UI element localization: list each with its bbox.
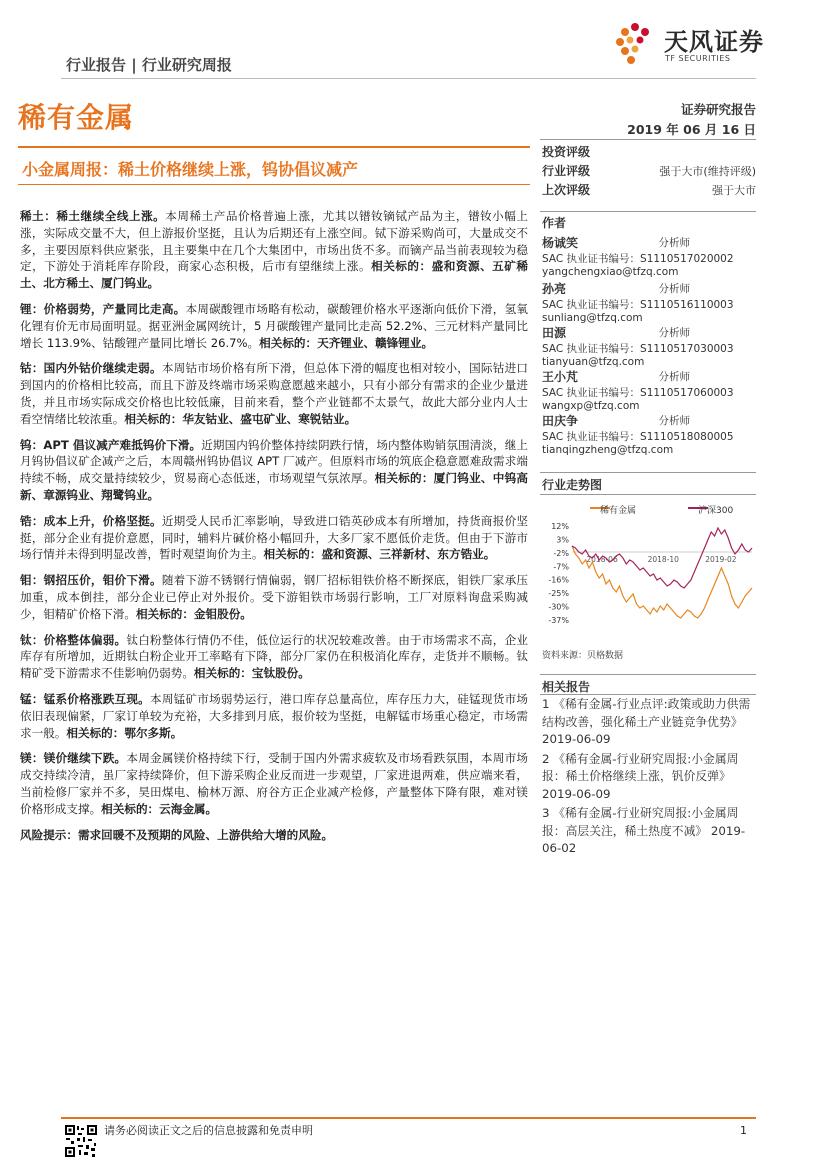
chart-y-axis — [548, 522, 569, 625]
author-role: 分析师 — [658, 283, 690, 295]
paragraph-body: 近期国内钨价整体持续阴跌行情，场内整体购销氛围清淡，继上月钨协倡议矿企减产之后，本周赣州钨协倡议 APT 厂减产。但原料市场的筑底企稳意愿难敌需求端持续不畅，成交量持续较少，贸易商心态低迷，市场观望气氛浓厚。 — [20, 437, 528, 486]
legend-label-rare-metal: 稀有金属 — [600, 506, 637, 516]
related-report-item[interactable]: 3 《稀有金属-行业研究周报:小金属周报：高层关注，稀土热度不减》 2019-06-02 — [542, 806, 746, 855]
paragraph-head: 锆：成本上升，价格坚挺。 — [20, 513, 162, 528]
author-entry — [542, 370, 760, 412]
related-stocks: 相关标的：天齐锂业、赣锋锂业。 — [259, 335, 434, 350]
prev-rating-label: 上次评级 — [542, 183, 591, 197]
report-kind: 证券研究报告 — [680, 102, 756, 117]
sidebar-divider — [540, 139, 756, 140]
paragraph-body: 本周稀土产品价格普遍上涨，尤其以镨钕镝铽产品为主，镨钕小幅上涨，实际成交量不大，但上游报价坚挺，且认为后期还有上涨空间。铽下游采购尚可，大量成交不多，主要因原料供应紧张，且主要集中在几个大集团中，市场出货不多。而镝产品当前表现较为稳定，下游处于消耗库存阶段，商家心态积极，后市有望继续上涨。 — [20, 209, 528, 274]
paragraph-body: 本周碳酸锂市场略有松动，碳酸锂价格水平逐渐向低价下滑，氢氧化锂有价无市局面明显。据亚洲金属网统计，5 月碳酸锂产量同比走高 52.2%、三元材料产量同比增长 113.9%、钴酸锂产量同比增长 26.7%。 — [20, 301, 528, 350]
sidebar-divider — [540, 211, 756, 212]
risk-head: 风险提示： — [20, 827, 78, 842]
sidebar-divider — [540, 494, 756, 495]
author-cert: SAC 执业证书编号：S1110517060003 — [542, 387, 734, 399]
related-stocks: 相关标的：宝钛股份。 — [193, 666, 310, 681]
author-email[interactable]: tianyuan@tfzq.com — [542, 356, 645, 368]
author-role: 分析师 — [658, 327, 690, 339]
author-email[interactable]: tianqingzheng@tfzq.com — [542, 444, 674, 456]
author-name: 田庆争 — [542, 414, 579, 428]
related-stocks: 相关标的：盛和资源、三祥新材、东方锆业。 — [263, 547, 496, 562]
author-cert: SAC 执业证书编号：S1110516110003 — [542, 299, 734, 311]
author-email[interactable]: yangchengxiao@tfzq.com — [542, 266, 679, 278]
author-entry — [542, 236, 760, 278]
related-reports-title: 相关报告 — [542, 680, 591, 694]
paragraph-tungsten — [20, 437, 528, 504]
chart-series — [572, 528, 752, 618]
author-name: 王小芃 — [542, 370, 579, 384]
tf-logo-icon — [612, 20, 658, 66]
related-reports-list — [542, 696, 756, 860]
paragraph-lithium — [20, 301, 528, 351]
paragraph-body: 随着下游不锈钢行情偏弱，钢厂招标钼铁价格不断探底，钼铁厂家承压加重，成本倒挂，部分企业已停止对外报价。受下游钼铁市场弱行影响，工厂对原料询盘采购减少，钼精矿价格下滑。 — [20, 573, 528, 621]
y-tick-label: -7% — [553, 562, 569, 572]
sidebar-divider — [540, 694, 756, 695]
brand-english: TF SECURITIES — [665, 54, 731, 63]
report-type: 行业报告 | 行业研究周报 — [66, 56, 232, 74]
title-bottom-rule — [18, 184, 530, 185]
rating-value: 强于大市(维持评级) — [659, 165, 756, 178]
report-title: 小金属周报：稀土价格继续上涨，钨协倡议减产 — [22, 160, 359, 179]
related-stocks: 相关标的：鄂尔多斯。 — [66, 725, 183, 740]
y-tick-label: -30% — [548, 602, 569, 612]
header-divider — [61, 78, 756, 79]
prev-rating-value: 强于大市 — [712, 184, 756, 197]
related-stocks: 相关标的：金钼股份。 — [135, 606, 252, 621]
author-entry — [542, 282, 760, 324]
footer-disclaimer: 请务必阅读正文之后的信息披露和免责申明 — [104, 1124, 313, 1137]
author-cert: SAC 执业证书编号：S1110517020002 — [542, 253, 734, 265]
rating-section-title: 投资评级 — [542, 145, 591, 159]
paragraph-body: 本周金属镁价格持续下行，受制于国内外需求疲软及市场看跌氛围，本周市场成交持续冷清，虽厂家持续降价，但下游采购企业反而进一步观望，厂家进退两难，供应端来看，当前检修厂家并不多，昊田煤电、榆林万源、府谷方正企业减产检修，产量整体下降有限，难对镁价格形成支撑。 — [20, 751, 528, 816]
paragraph-magnesium — [20, 750, 528, 817]
author-name: 杨诚笑 — [542, 236, 579, 250]
paragraph-cobalt — [20, 360, 528, 427]
related-stocks: 相关标的：华友钴业、盛屯矿业、寒锐钴业。 — [124, 411, 357, 426]
paragraph-head: 锰：锰系价格涨跌互现。 — [20, 691, 151, 706]
related-stocks: 相关标的：盛和资源、五矿稀土、北方稀土、厦门钨业。 — [20, 259, 528, 291]
author-role: 分析师 — [658, 415, 690, 427]
y-tick-label: -16% — [548, 575, 569, 585]
paragraph-titanium — [20, 632, 528, 682]
footer-divider — [61, 1117, 756, 1119]
author-role: 分析师 — [658, 237, 690, 249]
paragraph-head: 钼：钢招压价，钼价下滑。 — [20, 573, 162, 588]
paragraph-head: 钛：价格整体偏弱。 — [20, 632, 127, 647]
related-report-item[interactable]: 2 《稀有金属-行业研究周报:小金属周报：稀土价格继续上涨，钒价反弹》 2019-06-09 — [542, 751, 739, 801]
y-tick-label: -2% — [553, 548, 569, 558]
chart-section-title: 行业走势图 — [542, 478, 603, 492]
paragraph-head: 镁：镁价继续下跌。 — [20, 751, 127, 766]
risk-warning — [20, 827, 528, 844]
paragraph-head: 锂：价格弱势，产量同比走高。 — [20, 301, 186, 316]
rating-label: 行业评级 — [542, 164, 591, 178]
author-name: 孙亮 — [542, 282, 567, 296]
paragraph-molybdenum — [20, 572, 528, 622]
paragraph-manganese — [20, 691, 528, 741]
sidebar-divider — [540, 674, 756, 675]
industry-trend-chart — [540, 500, 756, 626]
paragraph-zirconium — [20, 513, 528, 563]
chart-source: 资料来源：贝格数据 — [542, 651, 624, 661]
paragraph-rare-earth — [20, 208, 528, 292]
page-number: 1 — [740, 1124, 747, 1137]
author-role: 分析师 — [658, 371, 690, 383]
author-name: 田源 — [542, 326, 567, 340]
category-title: 稀有金属 — [18, 101, 135, 134]
author-email[interactable]: sunliang@tfzq.com — [542, 312, 643, 324]
x-tick-label: 2019-02 — [705, 555, 737, 564]
paragraph-head: 钴：国内外钴价继续走弱。 — [20, 361, 162, 376]
paragraph-head: 稀土：稀土继续全线上涨。 — [20, 209, 166, 223]
author-cert: SAC 执业证书编号：S1110518080005 — [542, 431, 734, 443]
paragraph-body: 近期受人民币汇率影响，导致进口锆英砂成本有所增加，持货商报价坚挺，部分企业有提价意愿，同时，辅料片碱价格小幅回升，大多厂家不愿低价走货。但由于下游市场行情并未得到明显改善，暂时观望询价为主。 — [20, 513, 528, 562]
author-entry — [542, 414, 760, 456]
y-tick-label: 3% — [556, 535, 569, 545]
author-email[interactable]: wangxp@tfzq.com — [542, 400, 640, 412]
main-content — [20, 208, 528, 852]
chart-x-axis — [586, 555, 736, 564]
paragraph-body: 本周锰矿市场弱势运行，港口库存总量高位，库存压力大，硅锰现货市场依旧表现偏紧，厂家订单较为充裕，大多排到月底，报价较为坚挺，电解锰市场重心稳定，市场需求一般。 — [20, 691, 528, 740]
author-entry — [542, 326, 760, 368]
report-date: 2019 年 06 月 16 日 — [627, 122, 756, 137]
related-stocks: 相关标的：云海金属。 — [101, 801, 218, 816]
paragraph-body: 本周钴市场价格有所下滑，但总体下滑的幅度也相对较小，国际钴进口到国内的价格相比较高，而且下游及终端市场采购意愿越来越小，只有小部分有需求的企业少量进货，并且市场实际成交价格也比较低廉，目前来看，整个产业链都不太景气，故此大部分业内人士看空情绪比较浓重。 — [20, 361, 528, 426]
legend-label-hs300: 沪深300 — [698, 506, 734, 516]
paragraph-head: 钨：APT 倡议减产难抵钨价下滑。 — [20, 437, 202, 452]
y-tick-label: 12% — [551, 522, 569, 531]
sidebar-divider — [540, 472, 756, 473]
risk-body: 需求回暖不及预期的风险、上游供给大增的风险。 — [77, 827, 334, 842]
qr-code-icon — [64, 1124, 98, 1158]
title-top-rule — [18, 146, 530, 148]
brand-name: 天风证券 — [664, 28, 764, 56]
authors-section-title: 作者 — [542, 216, 567, 230]
related-report-item[interactable]: 1 《稀有金属-行业点评:政策或助力供需结构改善，强化稀土产业链竞争优势》 2019-06-09 — [542, 697, 751, 746]
x-tick-label: 2018-06 — [586, 555, 618, 564]
related-stocks: 相关标的：厦门钨业、中钨高新、章源钨业、翔鹭钨业。 — [20, 471, 528, 502]
paragraph-body: 钛白粉整体行情仍不佳，低位运行的状况较难改善。由于市场需求不高，企业库存有所增加，近期钛白粉企业开工率略有下降，部分厂家仍在积极消化库存，走货并不顺畅。钛精矿受下游需求不佳影响仍弱势。 — [20, 632, 528, 681]
author-cert: SAC 执业证书编号：S1110517030003 — [542, 343, 734, 355]
y-tick-label: -37% — [548, 616, 569, 625]
x-tick-label: 2018-10 — [647, 555, 679, 564]
y-tick-label: -25% — [548, 589, 569, 599]
